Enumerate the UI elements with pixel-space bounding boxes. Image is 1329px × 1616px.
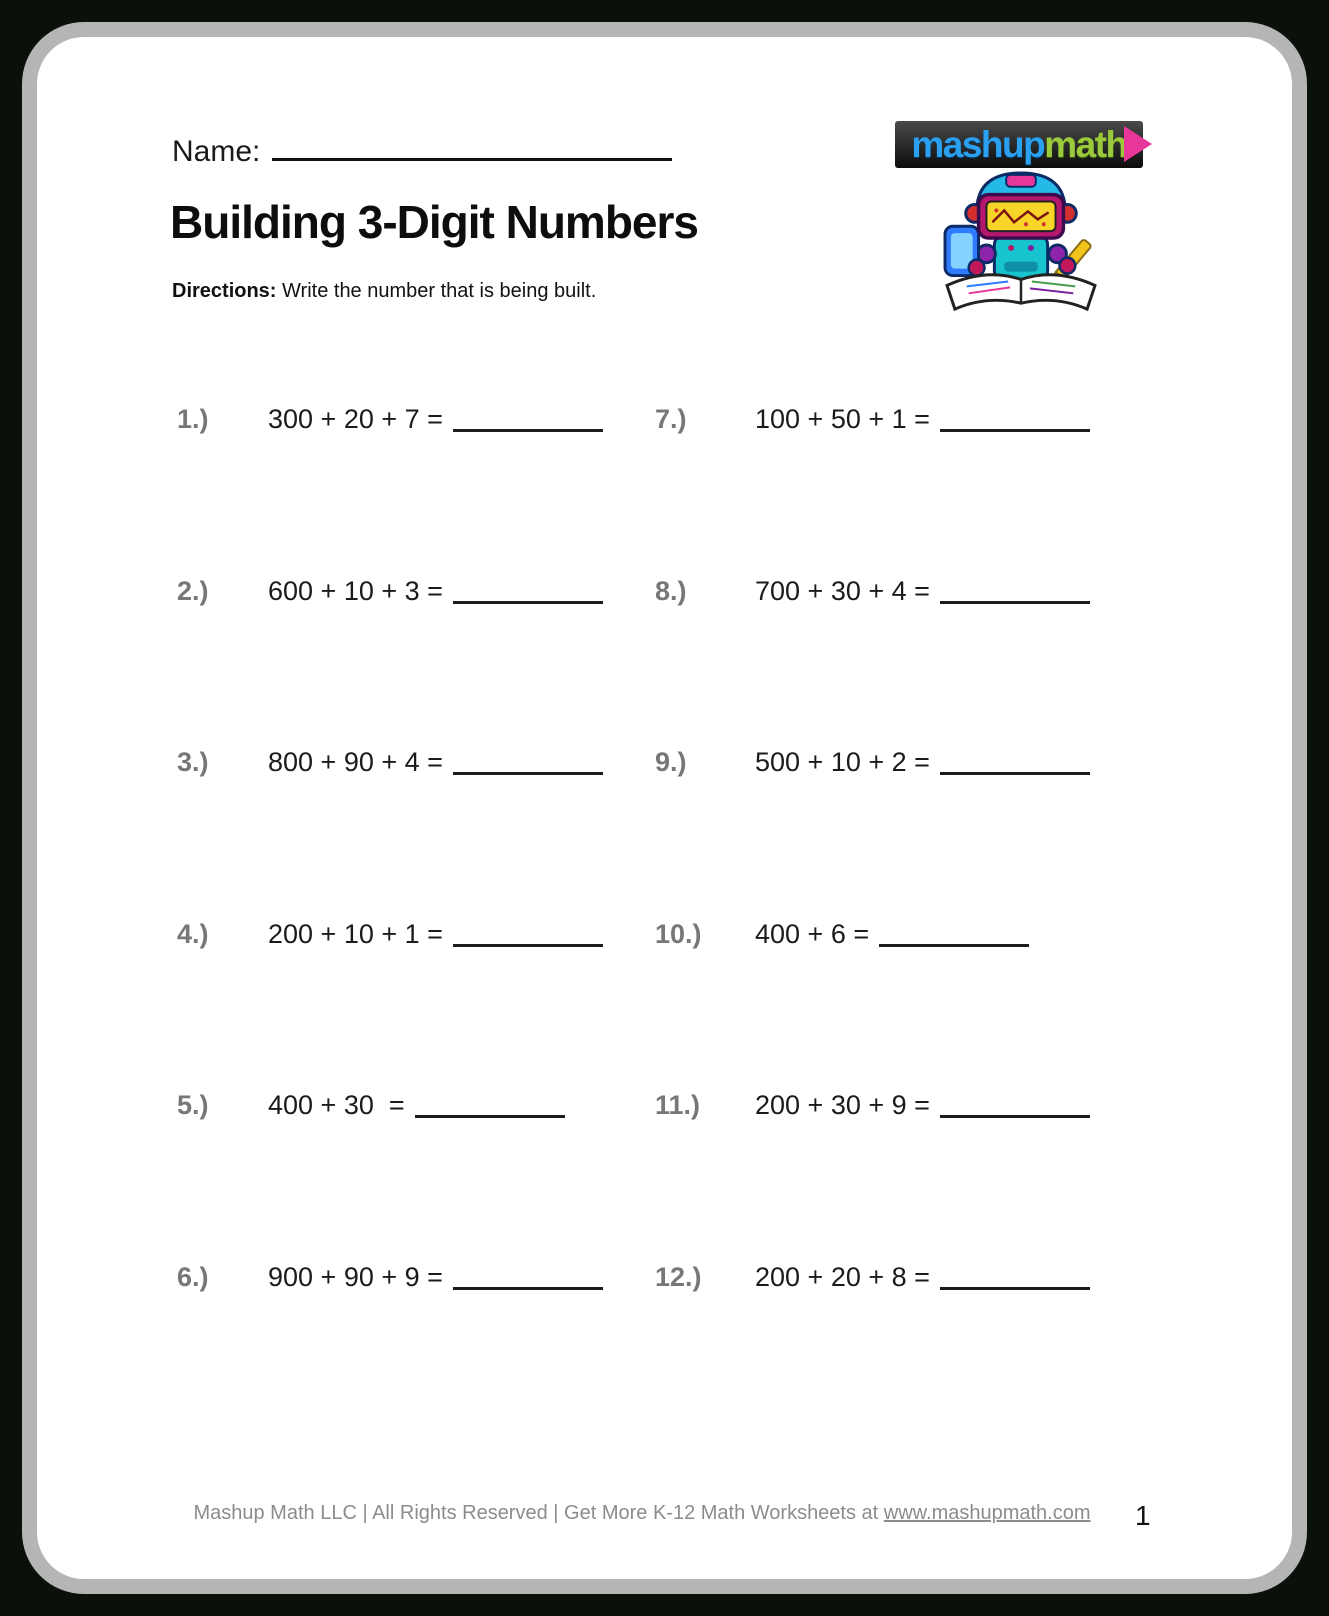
problem-expression: 200 + 10 + 1 = bbox=[268, 918, 443, 949]
problem-number: 3.) bbox=[177, 747, 209, 778]
answer-blank bbox=[415, 1109, 565, 1118]
problem-expression: 200 + 20 + 8 = bbox=[755, 1261, 930, 1292]
problem-expression: 700 + 30 + 4 = bbox=[755, 575, 930, 606]
footer-text: Mashup Math LLC | All Rights Reserved | Get More K-12 Math Worksheets at bbox=[193, 1502, 884, 1524]
directions bbox=[172, 280, 596, 303]
answer-blank bbox=[940, 766, 1090, 775]
logo-word-math: math bbox=[1044, 123, 1127, 165]
problem-number: 2.) bbox=[177, 575, 209, 606]
answer-blank bbox=[940, 1281, 1090, 1290]
footer-link-mashupmath[interactable]: www.mashupmath.com bbox=[883, 1502, 1091, 1524]
mashupmath-logo bbox=[895, 121, 1143, 168]
play-triangle-icon bbox=[1124, 126, 1152, 162]
answer-blank bbox=[879, 938, 1029, 947]
problem-10 bbox=[655, 849, 1090, 1021]
robot-book bbox=[947, 275, 1095, 309]
problem-number: 11.) bbox=[655, 1090, 701, 1121]
problem-9 bbox=[655, 677, 1090, 849]
problem-expression: 500 + 10 + 2 = bbox=[755, 747, 930, 778]
problem-12 bbox=[655, 1192, 1090, 1364]
problem-number: 10.) bbox=[655, 918, 702, 949]
answer-blank bbox=[940, 1109, 1090, 1118]
answer-blank bbox=[453, 1281, 603, 1290]
problem-8 bbox=[655, 506, 1090, 678]
problems-grid bbox=[177, 334, 1090, 1363]
answer-blank bbox=[453, 595, 603, 604]
problem-11 bbox=[655, 1020, 1090, 1192]
page-title: Building 3-Digit Numbers bbox=[170, 196, 698, 248]
problem-number: 4.) bbox=[177, 918, 209, 949]
problem-number: 5.) bbox=[177, 1090, 209, 1121]
problem-expression: 400 + 6 = bbox=[755, 918, 870, 949]
problem-4 bbox=[177, 849, 655, 1021]
problem-3 bbox=[177, 677, 655, 849]
answer-blank bbox=[940, 595, 1090, 604]
problem-number: 6.) bbox=[177, 1261, 209, 1292]
problem-number: 12.) bbox=[655, 1261, 702, 1292]
problem-number: 8.) bbox=[655, 575, 687, 606]
problem-6 bbox=[177, 1192, 655, 1364]
answer-blank bbox=[453, 766, 603, 775]
problem-7 bbox=[655, 334, 1090, 506]
name-write-line bbox=[272, 150, 672, 161]
answer-blank bbox=[940, 423, 1090, 432]
directions-label: Directions: bbox=[172, 280, 277, 302]
problem-expression: 200 + 30 + 9 = bbox=[755, 1090, 930, 1121]
name-label: Name: bbox=[172, 135, 261, 168]
problem-number: 7.) bbox=[655, 404, 687, 435]
name-row bbox=[172, 135, 672, 169]
logo-word-mashup: mashup bbox=[911, 123, 1045, 165]
problem-expression: 900 + 90 + 9 = bbox=[268, 1261, 443, 1292]
answer-blank bbox=[453, 938, 603, 947]
problem-number: 1.) bbox=[177, 404, 209, 435]
page-number: 1 bbox=[1135, 1500, 1151, 1531]
problem-2 bbox=[177, 506, 655, 678]
directions-text: Write the number that is being built. bbox=[276, 280, 597, 302]
problem-expression: 100 + 50 + 1 = bbox=[755, 404, 930, 435]
problem-expression: 400 + 30 = bbox=[268, 1090, 405, 1121]
problem-number: 9.) bbox=[655, 747, 687, 778]
robot-mascot-illustration bbox=[917, 167, 1125, 317]
robot-visor bbox=[979, 195, 1064, 238]
footer bbox=[67, 1502, 1217, 1525]
worksheet-page bbox=[22, 22, 1307, 1594]
problem-expression: 600 + 10 + 3 = bbox=[268, 575, 443, 606]
problem-expression: 300 + 20 + 7 = bbox=[268, 404, 443, 435]
problem-1 bbox=[177, 334, 655, 506]
answer-blank bbox=[453, 423, 603, 432]
problem-expression: 800 + 90 + 4 = bbox=[268, 747, 443, 778]
problem-5 bbox=[177, 1020, 655, 1192]
